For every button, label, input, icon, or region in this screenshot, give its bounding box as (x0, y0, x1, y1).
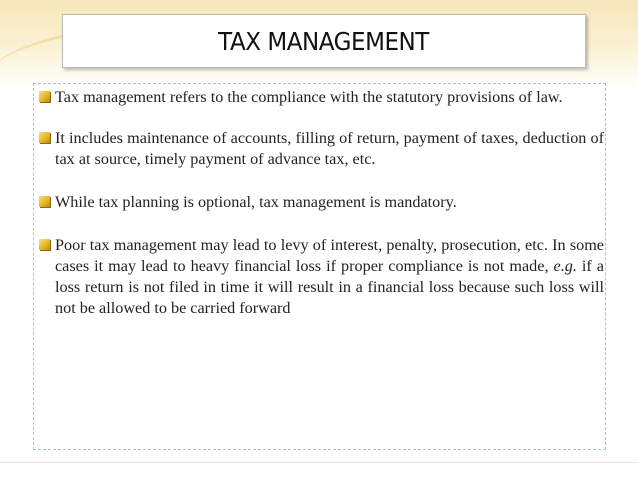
bullet-text: It includes maintenance of accounts, filling of return, payment of taxes, deduction of tax at source, timely payment of advance tax, etc. (55, 129, 604, 168)
bullet-text-emphasis: e.g. (553, 257, 577, 275)
bullet-item (37, 128, 604, 170)
bullet-text-part1: Poor tax management may lead to levy of interest, penalty, prosecution, etc. In some cases it may lead to heavy financial loss if proper compliance is not made, (55, 236, 604, 275)
bullet-text: Tax management refers to the compliance with the statutory provisions of law. (55, 88, 563, 106)
bottom-divider (0, 462, 638, 463)
square-bullet-icon (39, 91, 50, 102)
bullet-text-part2: if a loss return is not filed in time it will result in a financial loss because such loss will not be allowed to be carried forward (55, 257, 604, 317)
title-box (62, 14, 586, 68)
bullet-item (37, 192, 604, 213)
square-bullet-icon (39, 132, 50, 143)
slide-title: TAX MANAGEMENT (218, 26, 430, 56)
square-bullet-icon (39, 196, 50, 207)
bullet-text: While tax planning is optional, tax management is mandatory. (55, 193, 457, 211)
bullet-list (37, 87, 604, 339)
square-bullet-icon (39, 239, 50, 250)
bullet-item (37, 235, 604, 319)
bullet-item (37, 87, 604, 108)
